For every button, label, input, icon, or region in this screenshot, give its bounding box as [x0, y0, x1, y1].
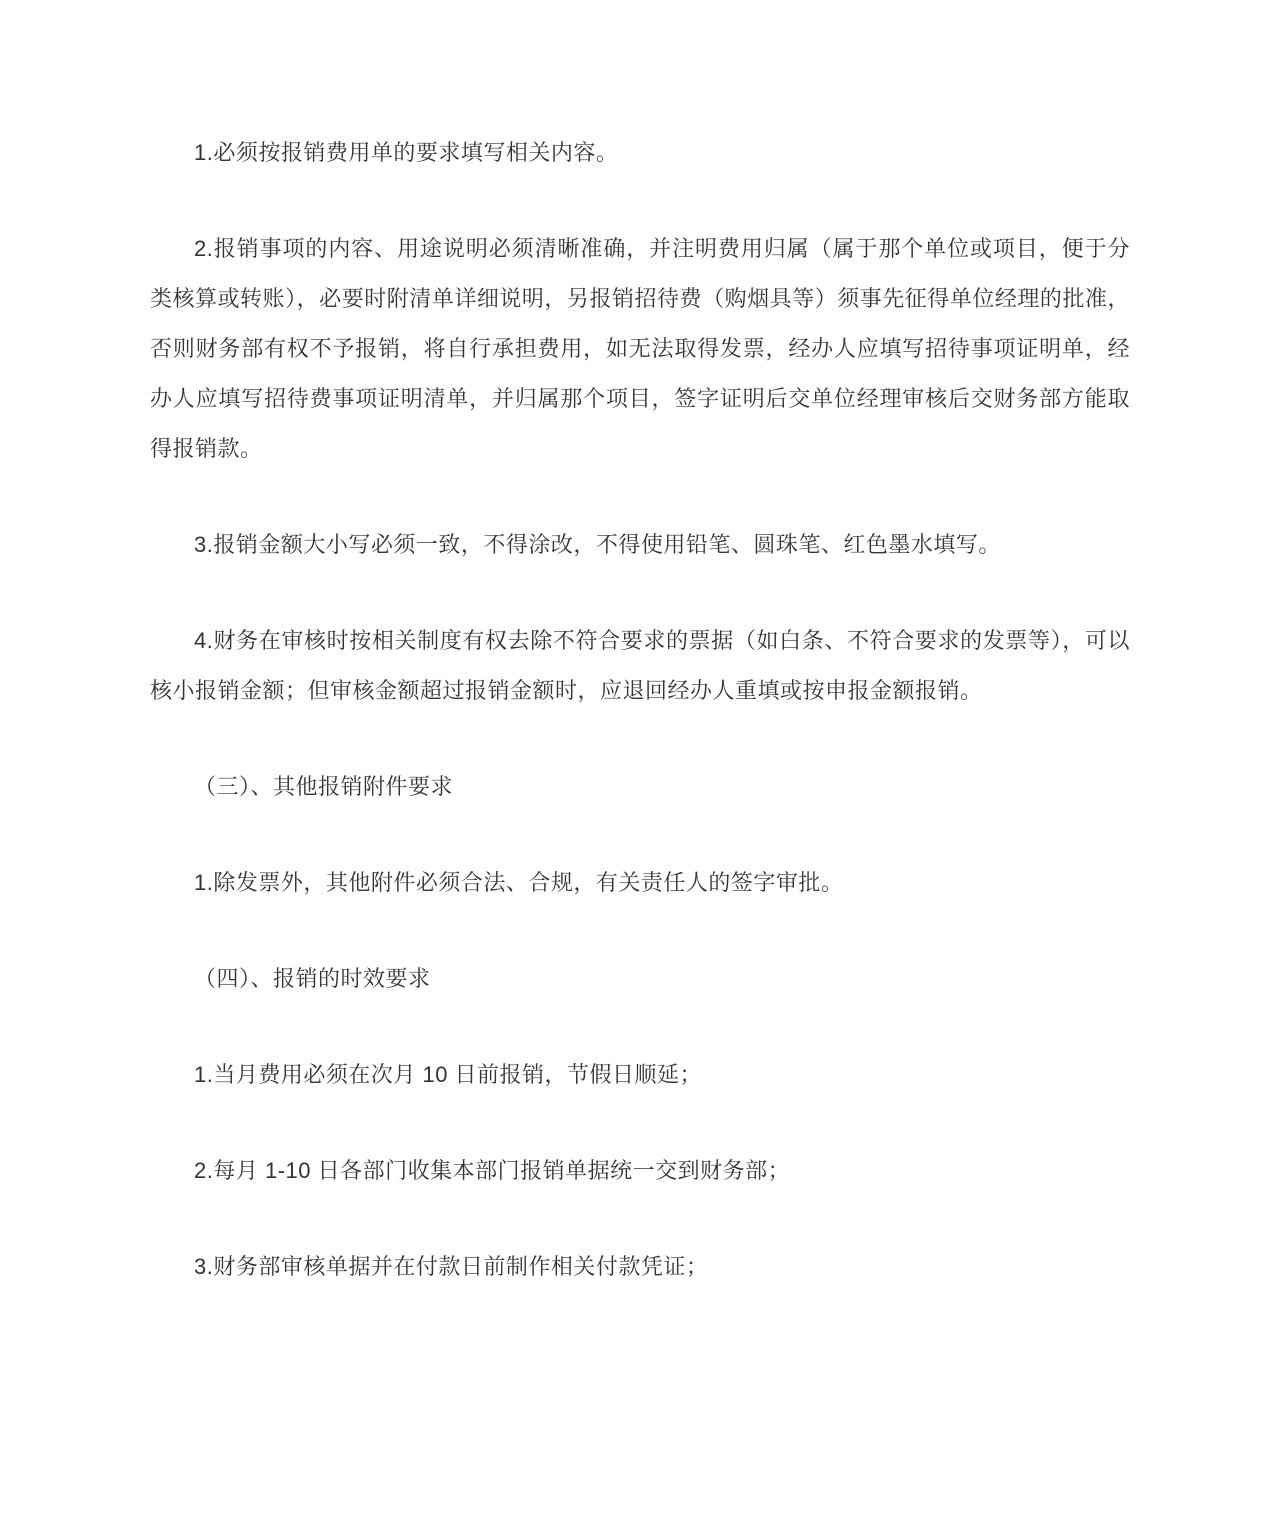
section-heading-3: （三）、其他报销附件要求	[194, 774, 454, 799]
paragraph-attachment-rule-1: 1.除发票外，其他附件必须合法、合规，有关责任人的签字审批。	[194, 870, 844, 895]
paragraph-timing-rule-2: 2.每月 1-10 日各部门收集本部门报销单据统一交到财务部；	[194, 1158, 791, 1183]
section-heading-4: （四）、报销的时效要求	[194, 966, 431, 991]
paragraph-rule-1: 1.必须按报销费用单的要求填写相关内容。	[194, 140, 619, 165]
document-body	[150, 128, 1130, 1292]
paragraph-timing-rule-3: 3.财务部审核单据并在付款日前制作相关付款凭证；	[194, 1254, 709, 1279]
paragraph-rule-4: 4.财务在审核时按相关制度有权去除不符合要求的票据（如白条、不符合要求的发票等），可以核小报销金额；但审核金额超过报销金额时，应退回经办人重填或按申报金额报销。	[150, 628, 1130, 703]
paragraph-rule-2: 2.报销事项的内容、用途说明必须清晰准确，并注明费用归属（属于那个单位或项目，便于分类核算或转账），必要时附清单详细说明，另报销招待费（购烟具等）须事先征得单位经理的批准，否则财务部有权不予报销，将自行承担费用，如无法取得发票，经办人应填写招待事项证明单，经办人应填写招待费事项证明清单，并归属那个项目，签字证明后交单位经理审核后交财务部方能取得报销款。	[150, 236, 1130, 461]
paragraph-rule-3: 3.报销金额大小写必须一致，不得涂改，不得使用铅笔、圆珠笔、红色墨水填写。	[194, 532, 1001, 557]
paragraph-timing-rule-1: 1.当月费用必须在次月 10 日前报销，节假日顺延；	[194, 1062, 703, 1087]
